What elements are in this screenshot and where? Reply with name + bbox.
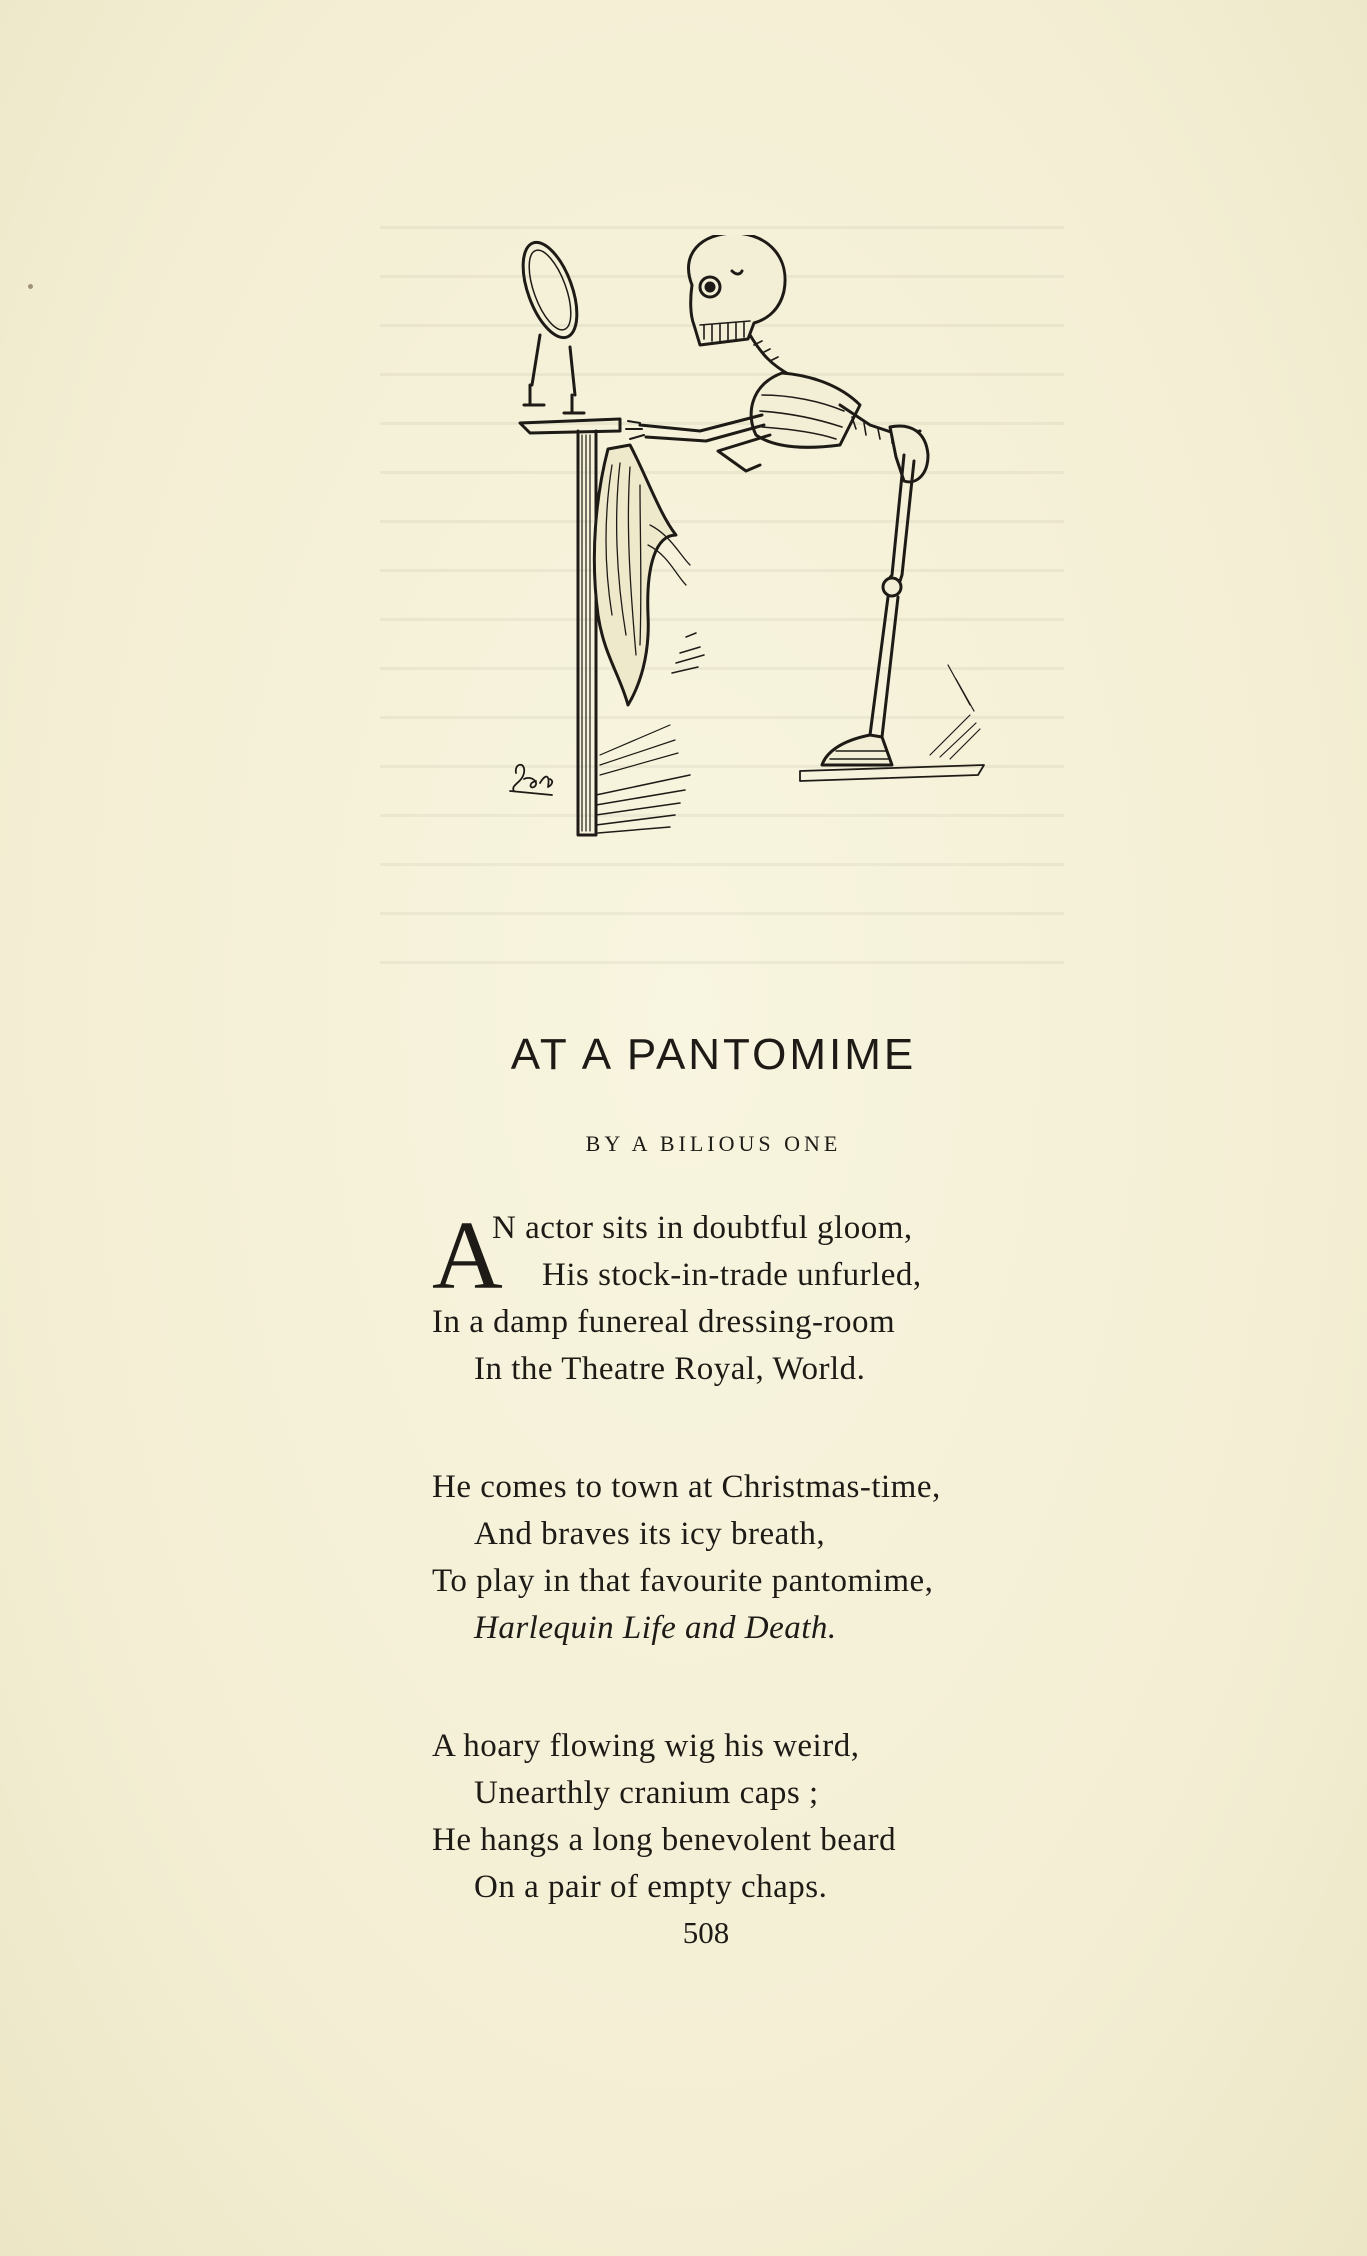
skeleton-legs	[800, 455, 984, 781]
poem-line: In the Theatre Royal, World.	[474, 1351, 866, 1387]
skeleton-body	[750, 335, 928, 482]
skull-icon	[689, 235, 786, 345]
poem-line: Unearthly cranium caps ;	[474, 1775, 819, 1811]
poem-line: He hangs a long benevolent beard	[432, 1822, 897, 1858]
skeleton-arms	[626, 415, 770, 471]
page-number: 508	[682, 1915, 730, 1950]
skeleton-illustration	[500, 235, 1000, 855]
poem-line: And braves its icy breath,	[474, 1516, 826, 1552]
poem-line: To play in that favourite pantomime,	[432, 1563, 934, 1599]
drop-cap: A	[432, 1202, 503, 1310]
page-speck	[28, 284, 33, 289]
poem-body	[432, 1202, 1132, 1911]
mirror-icon	[512, 235, 588, 413]
poem-line: He comes to town at Christmas-time,	[432, 1469, 941, 1505]
stanza-2	[432, 1464, 1132, 1652]
stanza-3	[432, 1723, 1132, 1911]
poem-line: Harlequin Life and Death.	[474, 1610, 837, 1646]
beard-wig	[594, 445, 690, 705]
poem-line: On a pair of empty chaps.	[474, 1869, 828, 1905]
steam-lines	[672, 633, 704, 673]
poem-byline: BY A BILIOUS ONE	[585, 1131, 842, 1156]
poem-line: N actor sits in doubtful gloom,	[492, 1210, 913, 1246]
artist-signature	[510, 765, 552, 795]
poem-line: His stock-in-trade unfurled,	[542, 1257, 922, 1293]
poem-title: AT A PANTOMIME	[510, 1030, 917, 1079]
stanza-1	[432, 1202, 1132, 1393]
poem-line: A hoary flowing wig his weird,	[432, 1728, 860, 1764]
poem-line: In a damp funereal dressing-room	[432, 1304, 896, 1340]
